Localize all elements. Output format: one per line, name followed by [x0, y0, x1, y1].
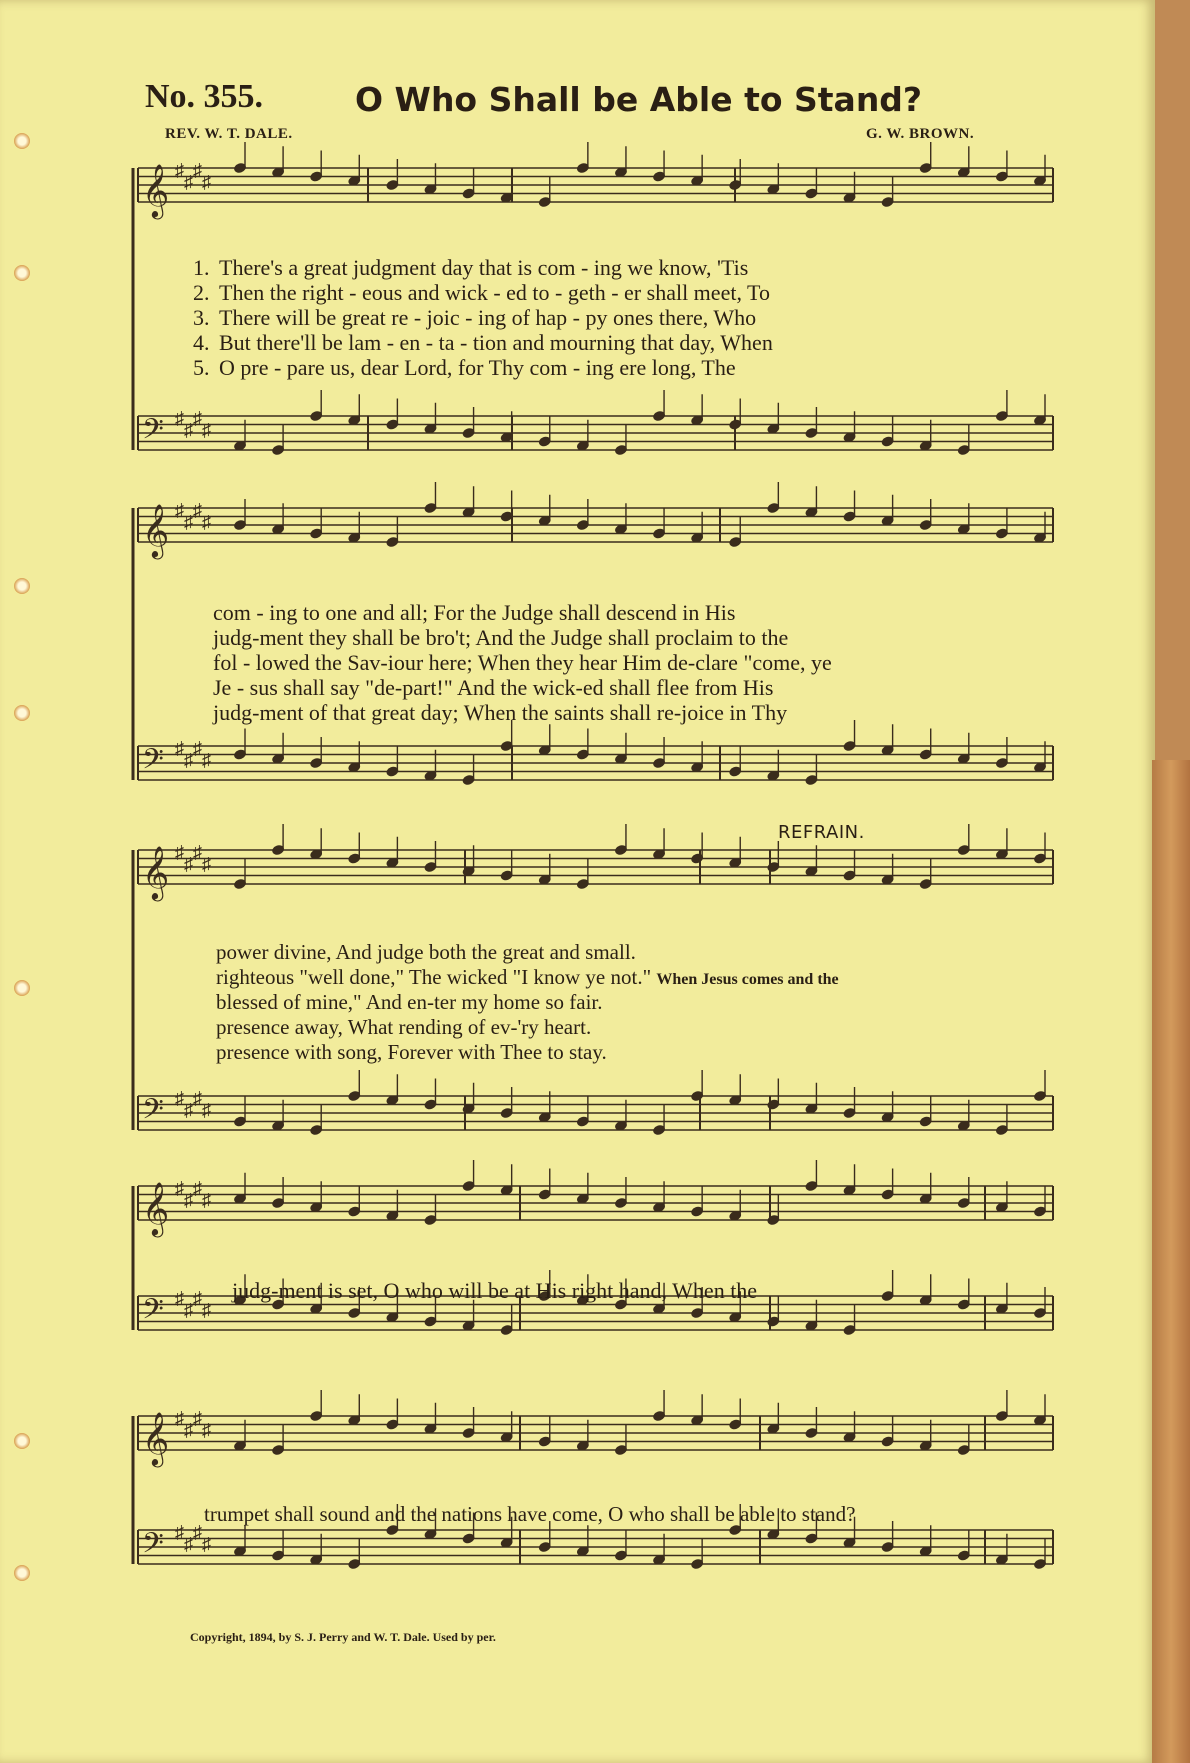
- lyric-line: com - ing to one and all; For the Judge shall descend in His: [213, 600, 736, 625]
- lyricist-credit: REV. W. T. DALE.: [165, 126, 293, 142]
- refrain-lyric-start: When Jesus comes and the: [656, 971, 839, 988]
- svg-text:♯: ♯: [184, 750, 193, 770]
- svg-text:♯: ♯: [184, 172, 193, 192]
- svg-text:♯: ♯: [175, 1088, 184, 1108]
- lyric-line: 2. Then the right - eous and wick - ed to - geth - er shall meet, To: [193, 280, 770, 305]
- svg-text:♯: ♯: [184, 1190, 193, 1210]
- svg-text:♯: ♯: [193, 1178, 202, 1198]
- lyric-line: blessed of mine," And en-ter my home so fair.: [216, 990, 603, 1014]
- svg-text:♯: ♯: [193, 1288, 202, 1308]
- svg-text:♯: ♯: [202, 1100, 211, 1120]
- refrain-lyrics-system-5: [204, 1502, 855, 1527]
- lyric-line: 4. But there'll be lam - en - ta - tion and mourning that day, When: [193, 330, 773, 355]
- svg-text:𝄞: 𝄞: [142, 163, 170, 217]
- svg-text:♯: ♯: [184, 1534, 193, 1554]
- svg-text:𝄢: 𝄢: [142, 413, 164, 453]
- lyric-line: judg-ment of that great day; When the saints shall re-joice in Thy: [213, 700, 788, 725]
- svg-text:♯: ♯: [202, 1300, 211, 1320]
- lyric-line: righteous "well done," The wicked "I know ye not." When Jesus comes and the: [216, 965, 839, 989]
- lyric-line: presence away, What rending of ev-'ry heart.: [216, 1015, 592, 1039]
- svg-text:♯: ♯: [184, 1100, 193, 1120]
- svg-text:♯: ♯: [175, 500, 184, 520]
- svg-text:♯: ♯: [202, 512, 211, 532]
- refrain-label: REFRAIN.: [778, 822, 865, 843]
- svg-text:♯: ♯: [202, 1534, 211, 1554]
- svg-text:𝄢: 𝄢: [142, 1527, 164, 1567]
- copyright-notice: Copyright, 1894, by S. J. Perry and W. T. Dale. Used by per.: [190, 1630, 496, 1644]
- svg-text:♯: ♯: [193, 842, 202, 862]
- lyric-line: power divine, And judge both the great and small.: [216, 940, 636, 964]
- svg-text:♯: ♯: [202, 750, 211, 770]
- svg-text:♯: ♯: [175, 1288, 184, 1308]
- svg-text:𝄞: 𝄞: [142, 503, 170, 557]
- svg-text:♯: ♯: [175, 842, 184, 862]
- svg-text:♯: ♯: [175, 1408, 184, 1428]
- svg-text:♯: ♯: [202, 1420, 211, 1440]
- svg-text:♯: ♯: [193, 408, 202, 428]
- svg-text:𝄢: 𝄢: [142, 1093, 164, 1133]
- svg-text:♯: ♯: [184, 1300, 193, 1320]
- svg-text:♯: ♯: [193, 1088, 202, 1108]
- lyric-line: 5. O pre - pare us, dear Lord, for Thy com - ing ere long, The: [193, 355, 736, 380]
- svg-text:♯: ♯: [202, 1190, 211, 1210]
- lyric-line: presence with song, Forever with Thee to stay.: [216, 1040, 607, 1064]
- svg-text:♯: ♯: [202, 420, 211, 440]
- svg-text:♯: ♯: [193, 500, 202, 520]
- svg-text:♯: ♯: [184, 1420, 193, 1440]
- verse-lyrics-system-3: [216, 940, 839, 1065]
- svg-text:𝄢: 𝄢: [142, 1293, 164, 1333]
- lyric-line: 3. There will be great re - joic - ing of hap - py ones there, Who: [193, 305, 757, 330]
- svg-text:𝄞: 𝄞: [142, 845, 170, 899]
- svg-text:𝄞: 𝄞: [142, 1411, 170, 1465]
- lyric-line: judg-ment they shall be bro't; And the Judge shall proclaim to the: [213, 625, 789, 650]
- svg-text:𝄢: 𝄢: [142, 743, 164, 783]
- svg-text:♯: ♯: [202, 172, 211, 192]
- composer-credit: G. W. BROWN.: [866, 126, 975, 142]
- svg-text:♯: ♯: [202, 854, 211, 874]
- verse-lyrics-system-1: [193, 255, 773, 380]
- lyric-line: Je - sus shall say "de-part!" And the wick-ed shall flee from His: [213, 675, 774, 700]
- lyric-line: judg-ment is set, O who will be at His right hand, When the: [232, 1278, 758, 1303]
- svg-text:♯: ♯: [193, 160, 202, 180]
- svg-text:♯: ♯: [175, 160, 184, 180]
- svg-text:♯: ♯: [193, 1522, 202, 1542]
- hymn-number: No. 355.: [145, 78, 264, 115]
- lyric-line: trumpet shall sound and the nations have come, O who shall be able to stand?: [204, 1502, 856, 1526]
- verse-lyrics-system-2: [213, 600, 832, 725]
- svg-text:𝄞: 𝄞: [142, 1181, 170, 1235]
- lyric-line: 1. There's a great judgment day that is com - ing we know, 'Tis: [193, 255, 749, 280]
- svg-text:♯: ♯: [175, 1522, 184, 1542]
- svg-text:♯: ♯: [184, 420, 193, 440]
- refrain-lyrics-system-4: [232, 1278, 757, 1303]
- svg-text:♯: ♯: [184, 854, 193, 874]
- lyric-line: fol - lowed the Sav-iour here; When they hear Him de-clare "come, ye: [213, 650, 832, 675]
- svg-text:♯: ♯: [175, 408, 184, 428]
- hymn-title: O Who Shall be Able to Stand?: [355, 80, 923, 119]
- svg-text:♯: ♯: [193, 1408, 202, 1428]
- svg-text:♯: ♯: [175, 738, 184, 758]
- svg-text:♯: ♯: [175, 1178, 184, 1198]
- wooden-frame-edge: [1152, 760, 1190, 1763]
- svg-text:♯: ♯: [193, 738, 202, 758]
- svg-text:♯: ♯: [184, 512, 193, 532]
